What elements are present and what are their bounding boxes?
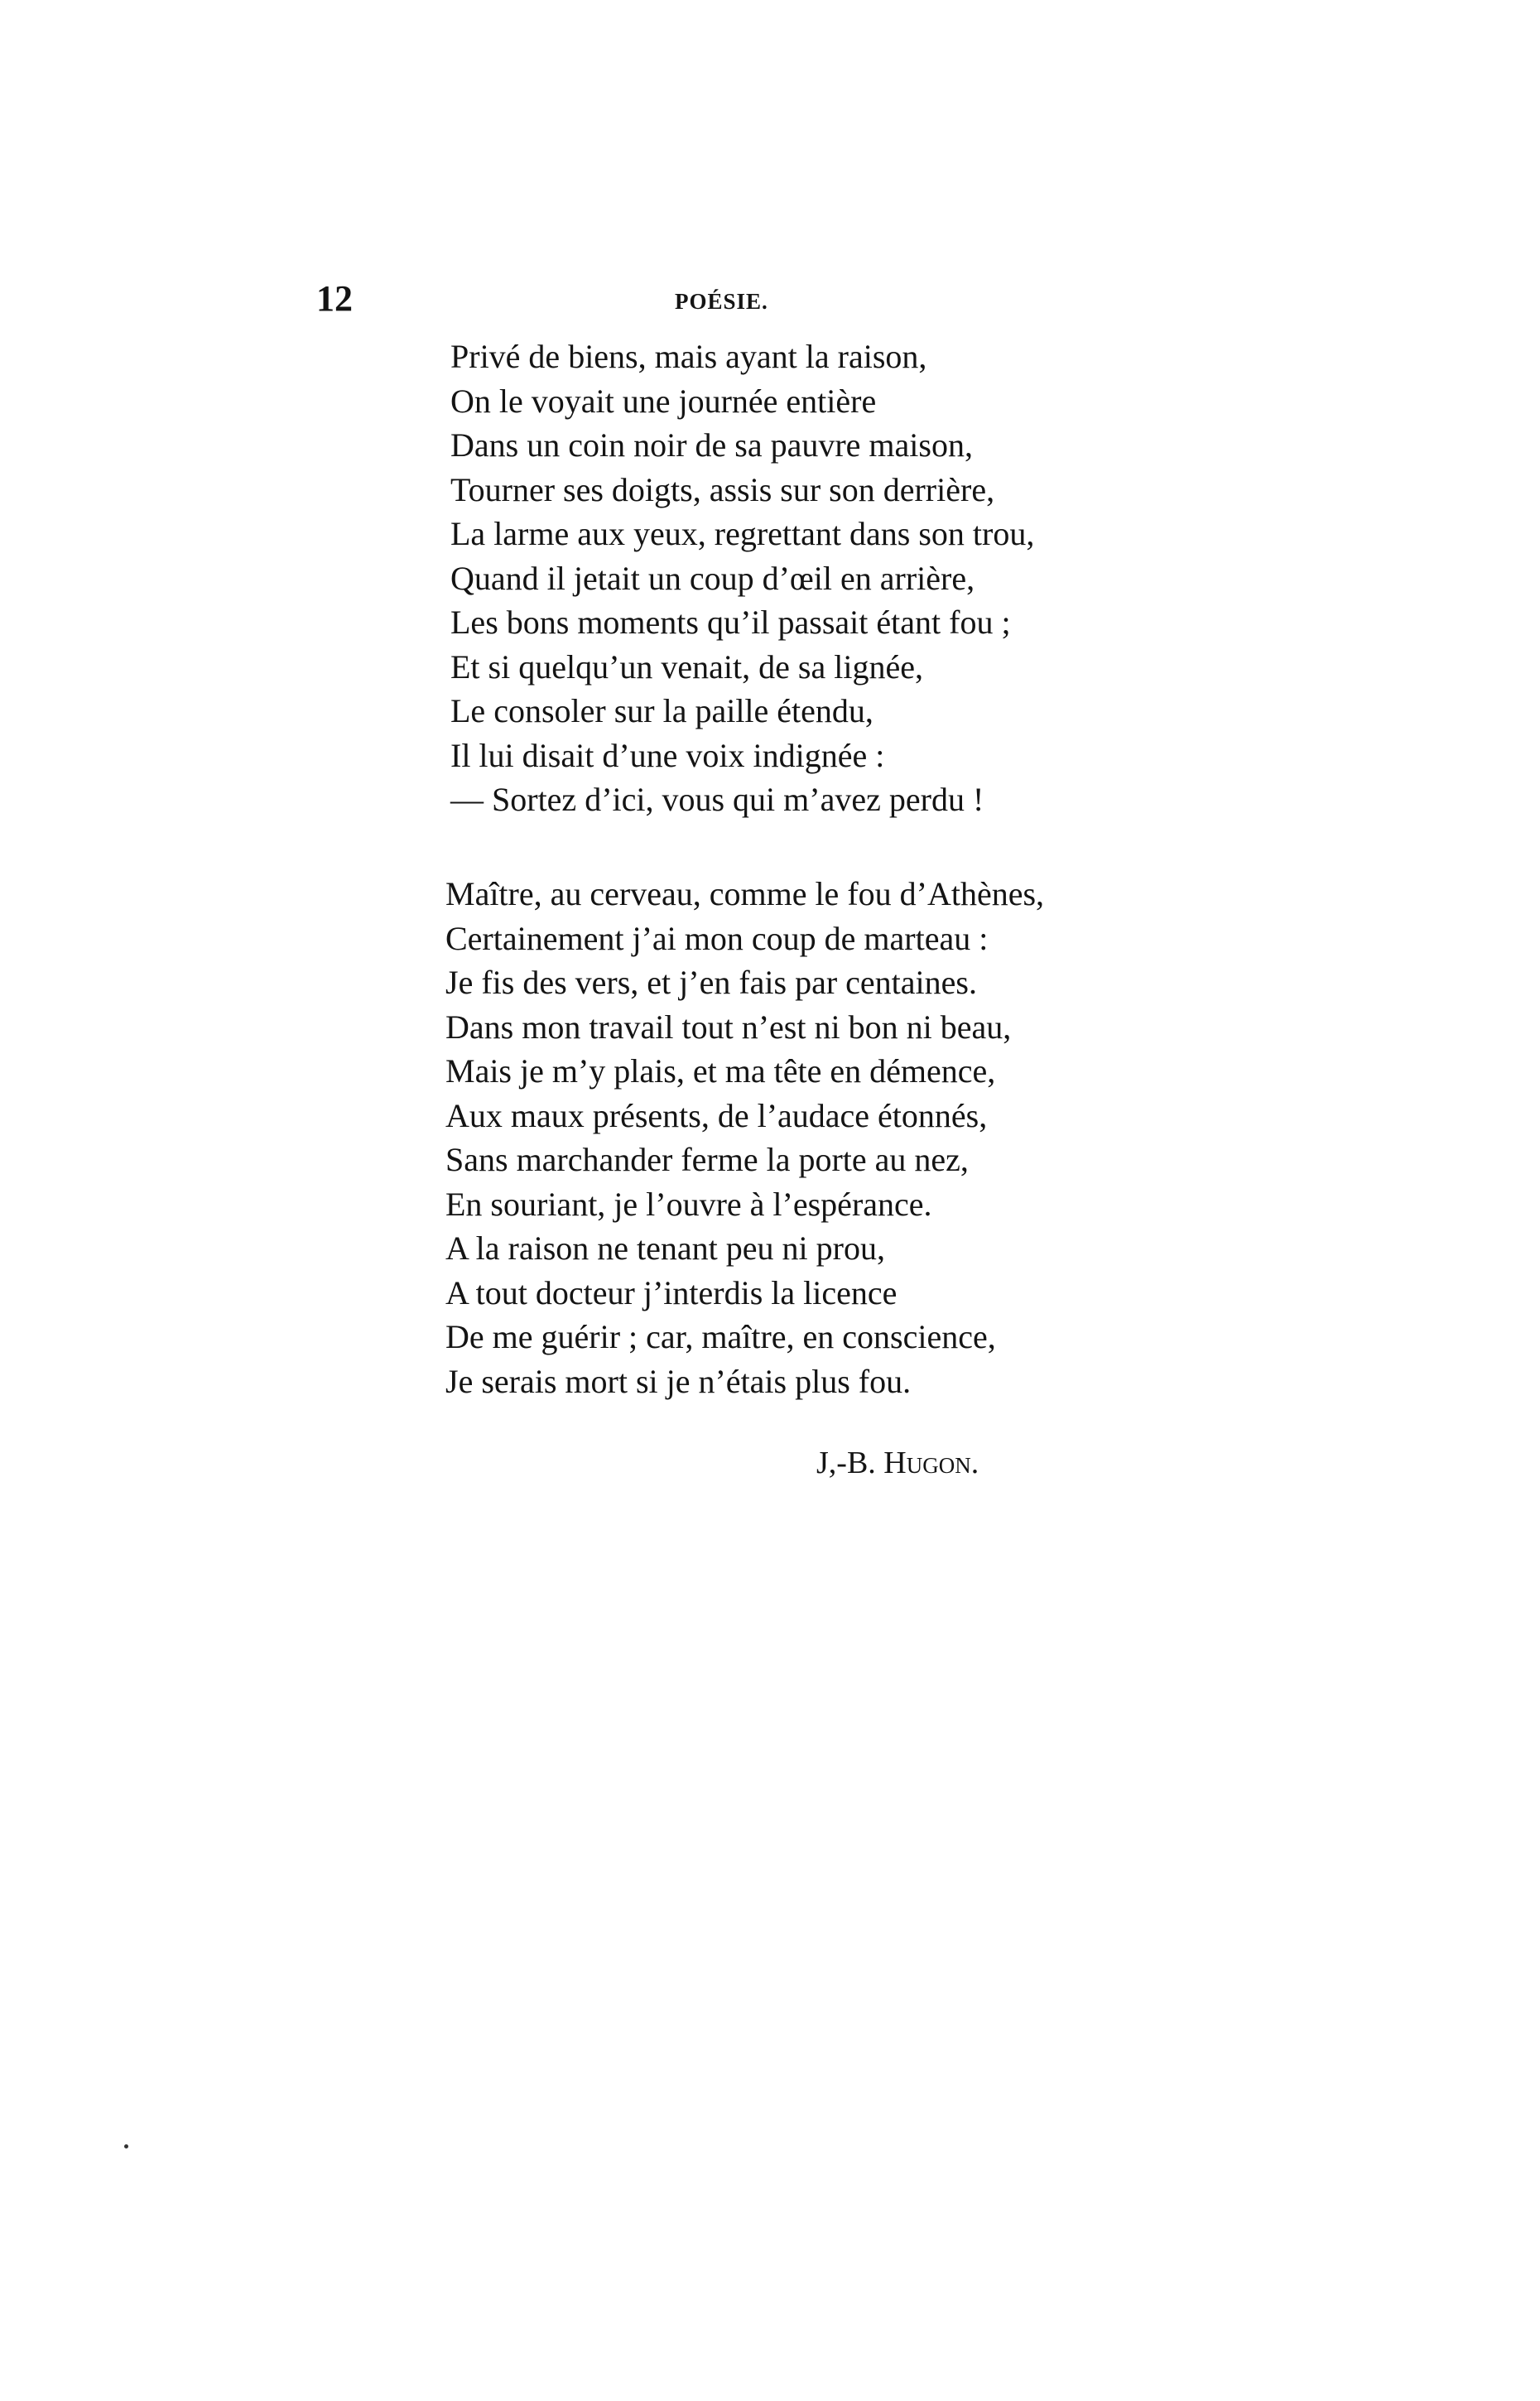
poem-line: Privé de biens, mais ayant la raison, [450,338,927,375]
poem-line: Sans marchander ferme la porte au nez, [445,1141,969,1178]
poem-line: A tout docteur j’interdis la licence [445,1273,898,1311]
poem-stanza-2 [445,872,1044,1403]
page-number: 12 [316,278,353,319]
poem-line: Aux maux présents, de l’audace étonnés, [445,1096,988,1134]
poem-line: Certainement j’ai mon coup de marteau : [445,919,989,957]
poem-line: Il lui disait d’une voix indignée : [450,736,885,774]
poem-line: Je fis des vers, et j’en fais par centaines. [445,964,977,1001]
poem-line: Les bons moments qu’il passait étant fou ; [450,604,1011,641]
poem-line: Mais je m’y plais, et ma tête en démence, [445,1052,996,1090]
poem-line: Je serais mort si je n’étais plus fou. [445,1362,912,1400]
poem-line: En souriant, je l’ouvre à l’espérance. [445,1185,932,1223]
poem-line: — Sortez d’ici, vous qui m’avez perdu ! [450,781,984,818]
poem-line: Et si quelqu’un venait, de sa lignée, [450,647,923,686]
poem-stanza-1 [450,334,1034,822]
poem-line: De me guérir ; car, maître, en conscience, [445,1318,996,1355]
poem-line: Le consoler sur la paille étendu, [450,692,873,729]
running-head: POÉSIE. [675,289,768,314]
speck [124,2144,128,2148]
poem-line: Dans mon travail tout n’est ni bon ni beau, [445,1008,1012,1046]
poem-line: Quand il jetait un coup d’œil en arrière, [450,559,975,597]
poem-line: A la raison ne tenant peu ni prou, [445,1229,885,1267]
poem-line: Maître, au cerveau, comme le fou d’Athènes, [445,875,1045,912]
poem-line: Dans un coin noir de sa pauvre maison, [450,426,973,464]
poem-line: Tourner ses doigts, assis sur son derrière, [450,470,995,508]
author-signature: J,-B. Hugon. [816,1446,979,1480]
poem-line: On le voyait une journée entière [450,382,877,420]
poem-line: La larme aux yeux, regrettant dans son trou, [450,515,1035,552]
